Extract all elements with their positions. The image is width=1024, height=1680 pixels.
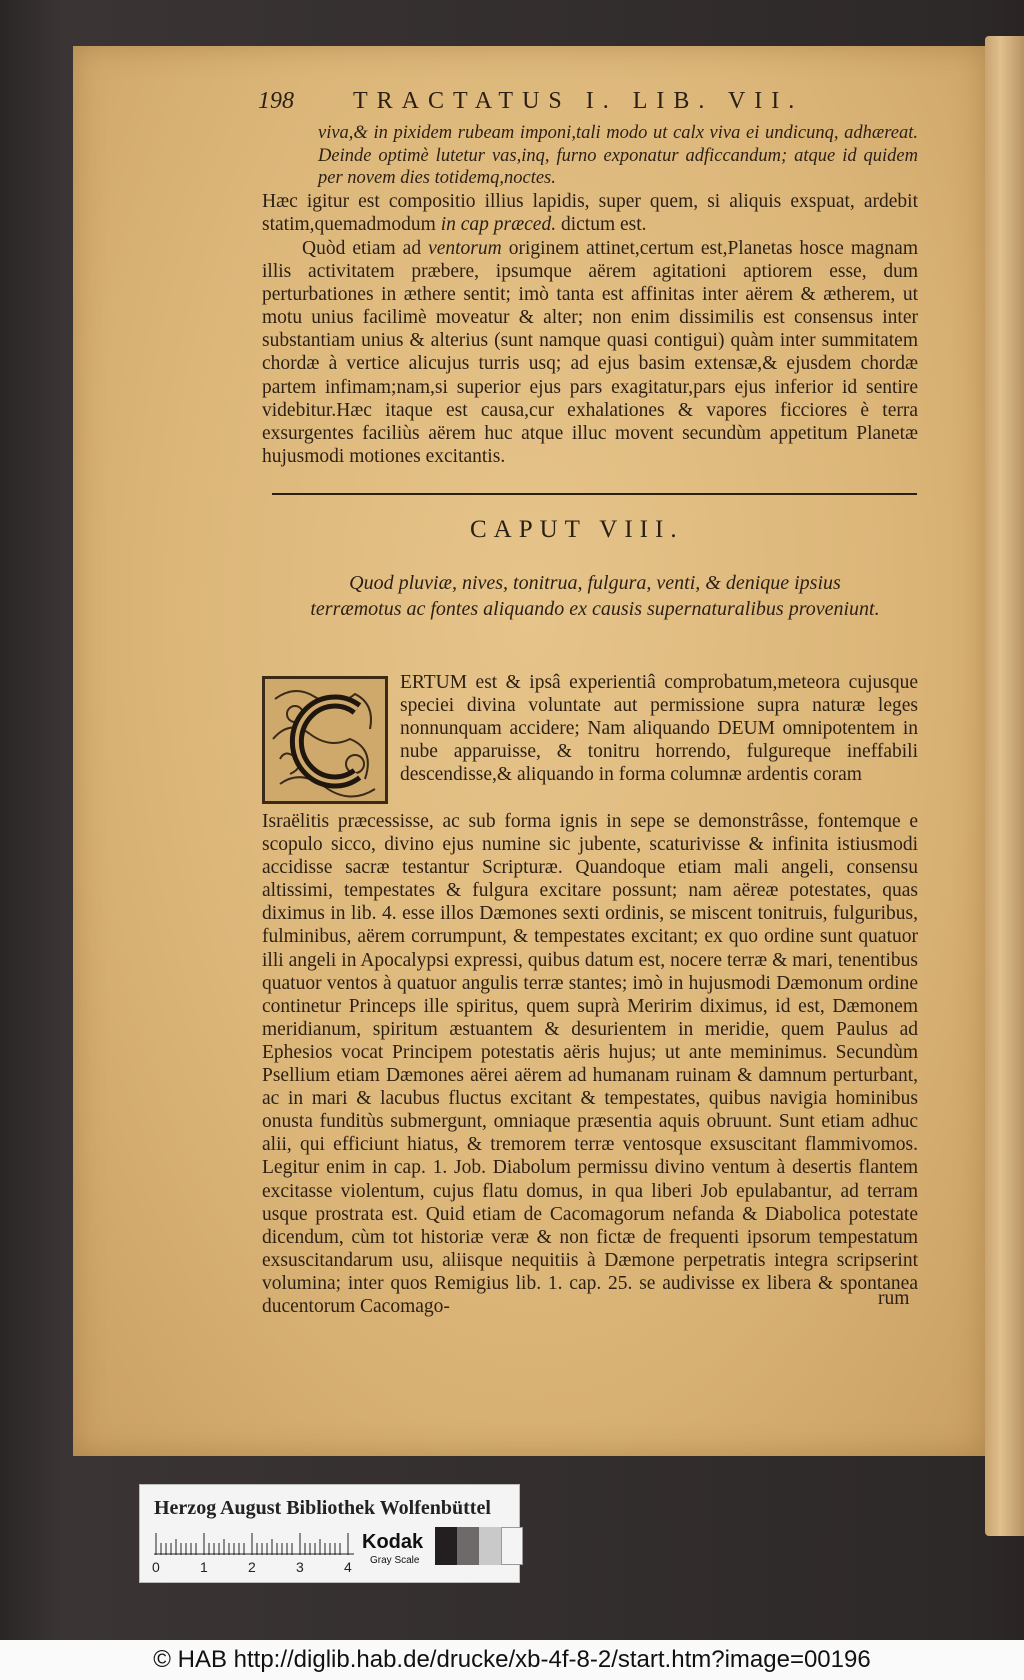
body-main-text: Israëlitis præcessisse, ac sub forma ignis in sepe se demonstrâsse, fontemque e scopulo sicco, divino ejus numine sic jubente, scaturivisse & infinita istiusmodi accidisse sacræ testantur Scripturæ. Quandoque etiam mali angeli, consensu altissimi, tempestates & fulgura excitare possunt; nam aëreæ potestates, quas diximus in lib. 4. esse illos Dæmones sexti ordinis, se miscent tonitruis, fulguribus, fulminibus, aërem corrumpunt, & tempestates excitant; ex quo ordine sunt quatuor illi angeli in Apocalypsi expressi, quibus datum est, nocere terræ & mari, tenentibus quatuor ventos à quatuor angulis terræ stantes; imò in hujusmodi Dæmonum ordine continetur Princeps ille spiritus, quem suprà Meririm diximus, id est, Dæmonem meridianum, spiritum æstuantem & desurientem in meridie, quem Paulus ad Ephesios vocat Principem potestatis aëris hujus; ut ante meminimus. Secundùm Psellium etiam Dæmones aërei aërem ad humanam ruinam & damnum perturbant, ac in mari & lacubus fluctus excitant & tempestates, quibus navigia hominibus onusta funditùs submergunt, omniaque præsentia aquis obruunt. Sunt etiam adhuc alii, qui efficiunt hiatus, & tremorem terræ ventosque exsuscitant flammivomos. Legitur enim in cap. 1. Job. Diabolum permissu divino ventum à desertis flantem excitasse violentum, cujus flatu domus, in qua liberi Job epulabantur, ad terram usque prostrata est. Quid etiam de Cacomagorum nefanda & Diabolica potestate dicendum, cùm tot historiæ veræ & non fictæ de frequenti ipsorum tempestatum exsuscitandarum usu, aliisque nequitiis à Dæmone perpetratis integra scripserint volumina; inter quos Remigius lib. 1. cap. 25. se audivisse ex libera & spontanea ducentorum Cacomago- xyxy=(262,811,918,1317)
decorated-initial-c xyxy=(262,676,388,804)
page-number: 198 xyxy=(258,88,294,114)
card-title: Herzog August Bibliothek Wolfenbüttel xyxy=(154,1497,491,1519)
chapter-subtitle: Quod pluviæ, nives, tonitrua, fulgura, venti, & denique ipsius terræmotus ac fontes aliquando ex causis supernaturalibus proveniunt. xyxy=(310,572,880,620)
chapter-title: CAPUT VIII. xyxy=(470,516,684,543)
gray-scale-label: Gray Scale xyxy=(370,1555,420,1566)
paragraph-compositio: Hæc igitur est compositio illius lapidis, super quem, si aliquis exspuat, ardebit statim,quemadmodum in cap præced. dictum est. xyxy=(262,191,918,236)
ornament-icon xyxy=(265,679,385,801)
gray-swatches xyxy=(435,1527,523,1565)
ruler-number: 0 xyxy=(152,1559,160,1575)
ruler-number: 3 xyxy=(296,1559,304,1575)
paragraph-ventorum: Quòd etiam ad ventorum originem attinet,certum est,Planetas hosce magnam illis activitatem præbere, ipsumque aërem agitationi aptiorem esse, dum perturbationes in æthere sentit; imò tanta est affinitas inter aërem & ætherem, ut motu unius facilimè moveatur & alter; non enim dissimilis est consensus inter substantiam unius & alterius (sunt namque quasi contigui) quàm inter summitatem chordæ à vertice alicujus turris usq; ad ejus basim extensæ,& ejusdem chordæ partem infimam;nam,si superior ejus pars exagitatur,pars ejus inferior id sentire videbitur.Hæc itaque est causa,cur exhalationes & vapores ficciores è terra exsurgentes faciliùs aërem huc atque illuc movent secundùm appetitum Planetæ hujusmodi motiones excitantis. xyxy=(262,238,918,467)
library-color-card xyxy=(139,1484,520,1583)
swatch-black xyxy=(435,1527,457,1565)
ruler-icon xyxy=(154,1533,354,1555)
ruler-number: 2 xyxy=(248,1559,256,1575)
kodak-logo: Kodak xyxy=(362,1531,424,1553)
body-initial-lines: ERTUM est & ipsâ experientiâ comprobatum,meteora cujusque speciei divina voluntate aut permissione supra naturæ leges nonnunquam accidere; Nam aliquando DEUM omnipotentem in nube apparuisse, & tonitru horrendo, fulgureque ineffabili descendisse,& aliquando in forma columnæ ardentis coram xyxy=(400,672,918,786)
footer-source-link[interactable]: © HAB http://diglib.hab.de/drucke/xb-4f-8-2/start.htm?image=00196 xyxy=(0,1640,1024,1680)
ruler-number: 4 xyxy=(344,1559,352,1575)
ruler-numbers xyxy=(150,1559,390,1577)
adjacent-page-edge xyxy=(985,36,1024,1536)
swatch-white xyxy=(501,1527,523,1565)
divider-right xyxy=(530,493,917,495)
divider-left xyxy=(272,493,532,495)
swatch-light-gray xyxy=(479,1527,501,1565)
catchword: rum xyxy=(878,1288,910,1309)
running-head: TRACTATUS I. LIB. VII. xyxy=(353,88,804,114)
page-header xyxy=(258,88,918,120)
ruler-number: 1 xyxy=(200,1559,208,1575)
italic-paragraph: viva,& in pixidem rubeam imponi,tali modo ut calx viva ei undicunq, adhæreat. Deinde optimè lutetur vas,inq, furno exponatur adficcandum; atque id quidem per novem dies totidemq,noctes. xyxy=(318,123,918,188)
swatch-dark-gray xyxy=(457,1527,479,1565)
